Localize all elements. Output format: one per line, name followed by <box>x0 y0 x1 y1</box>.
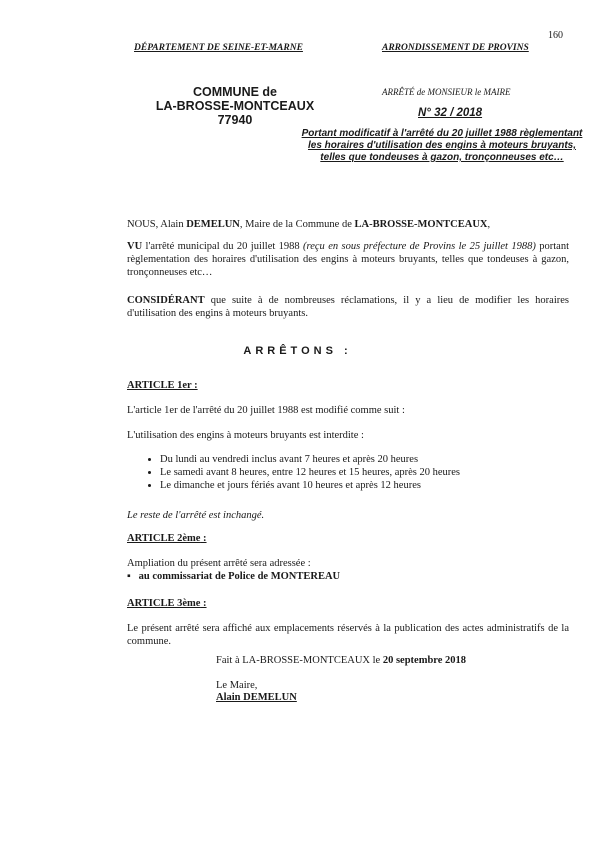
considerant-text: que suite à de nombreuses réclamations, il y a lieu de modifier les horaires d'utilisation des engins à moteurs bruyants. <box>127 295 569 319</box>
arrete-number: N° 32 / 2018 <box>418 107 483 119</box>
considerant-keyword: CONSIDÉRANT <box>127 295 205 306</box>
recipient-text: au commissariat de Police de MONTEREAU <box>138 571 341 582</box>
maire-name-inline: DEMELUN <box>186 219 240 230</box>
commune-name: LA-BROSSE-MONTCEAUX <box>155 99 315 113</box>
article2-ampliation: Ampliation du présent arrêté sera adressée : <box>127 558 311 569</box>
commune-inline: LA-BROSSE-MONTCEAUX <box>354 219 488 230</box>
article2-title <box>127 533 207 544</box>
horaires-list <box>142 453 460 492</box>
list-item: • Le dimanche et jours fériés avant 10 heures et après 12 heures <box>160 479 460 492</box>
nous-suffix: , <box>487 219 491 230</box>
signature-date: 20 septembre 2018 <box>382 655 467 666</box>
arrete-label: ARRÊTÉ de MONSIEUR le MAIRE <box>382 87 511 97</box>
vu-paragraph <box>127 240 569 279</box>
article3-text: Le présent arrêté sera affiché aux emplacements réservés à la publication des actes administratifs de la commune. <box>127 623 569 647</box>
vu-italic: (reçu en sous préfecture de Provins le 25 juillet 1988) <box>303 241 536 252</box>
commune-line1: COMMUNE de <box>192 85 278 99</box>
article1-reste: Le reste de l'arrêté est inchangé. <box>127 510 265 521</box>
article2-title-text: ARTICLE 2ème <box>127 533 201 544</box>
commune-block <box>130 85 340 127</box>
article1-title-text: ARTICLE 1er <box>127 380 192 391</box>
article2-colon: : <box>200 533 207 544</box>
arrondissement-header: ARRONDISSEMENT DE PROVINS <box>382 43 529 53</box>
considerant-paragraph <box>127 294 569 320</box>
article1-title <box>127 380 198 391</box>
arrete-objet: Portant modificatif à l'arrêté du 20 juillet 1988 règlementant les horaires d'utilisation des engins à moteurs bruyants, telles que tondeuses à gazon, tronçonneuses etc… <box>301 128 583 163</box>
article1-colon: : <box>191 380 198 391</box>
nous-prefix: NOUS, Alain <box>127 219 187 230</box>
article3-title <box>127 598 207 609</box>
fait-prefix: Fait à LA-BROSSE-MONTCEAUX le <box>216 655 383 666</box>
list-item: • Le samedi avant 8 heures, entre 12 heures et 15 heures, après 20 heures <box>160 466 460 479</box>
vu-text: l'arrêté municipal du 20 juillet 1988 <box>142 241 304 252</box>
article1-intro: L'article 1er de l'arrêté du 20 juillet 1988 est modifié comme suit : <box>127 405 405 416</box>
page-number: 160 <box>548 30 563 41</box>
nous-paragraph <box>127 218 569 231</box>
maire-signature-name: Alain DEMELUN <box>216 692 297 703</box>
article2-recipient: ▪ au commissariat de Police de MONTEREAU <box>127 571 341 582</box>
article3-colon: : <box>200 598 207 609</box>
article1-interdite: L'utilisation des engins à moteurs bruyants est interdite : <box>127 430 364 441</box>
fait-line <box>216 655 466 666</box>
departement-header: DÉPARTEMENT DE SEINE-ET-MARNE <box>134 43 303 53</box>
maire-title: Le Maire, <box>216 680 258 691</box>
vu-rest: portant règlementation des horaires d'utilisation des engins à moteurs bruyants, telles que tondeuses à gazon, tronçonneuses etc… <box>127 241 569 278</box>
list-item: • Du lundi au vendredi inclus avant 7 heures et après 20 heures <box>160 453 460 466</box>
vu-keyword: VU <box>127 241 143 252</box>
article3-title-text: ARTICLE 3ème <box>127 598 201 609</box>
commune-postcode: 77940 <box>217 113 253 127</box>
arretons-heading: ARRÊTONS : <box>243 345 352 357</box>
nous-middle: , Maire de la Commune de <box>239 219 355 230</box>
